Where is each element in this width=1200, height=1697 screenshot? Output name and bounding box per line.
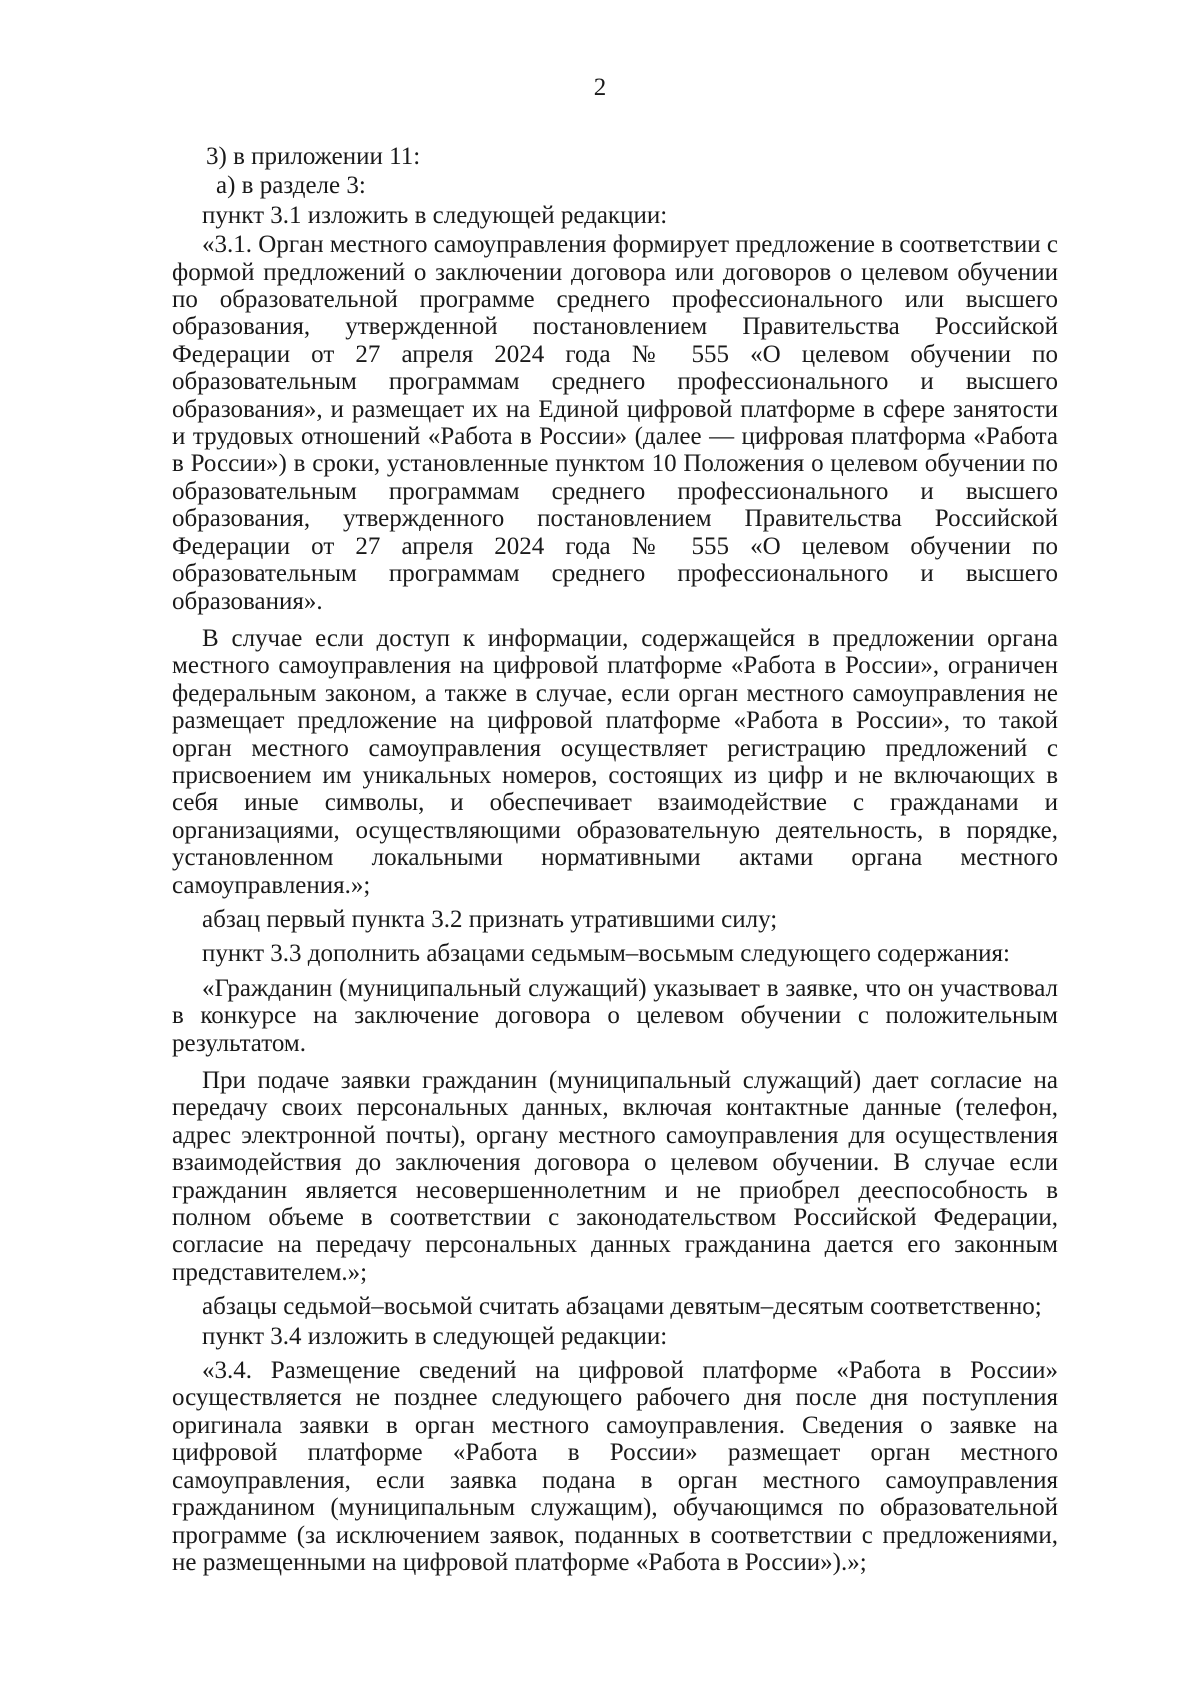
paragraph: абзац первый пункта 3.2 признать утратившими силу; bbox=[202, 905, 778, 933]
paragraph: В случае если доступ к информации, содержащейся в предложении органа местного самоуправления на цифровой платформе «Работа в России», ограничен федеральным законом, а также в случае, если орган местного самоуправления не размещает предложение на цифровой платформе «Работа в России», то такой орган местного самоуправления осуществляет регистрацию предложений с присвоением им уникальных номеров, состоящих из цифр и не включающих в себя иные символы, и обеспечивает взаимодействие с гражданами и организациями, осуществляющими образовательную деятельность, в порядке, установленном локальными нормативными актами органа местного самоуправления.»; bbox=[172, 624, 1058, 899]
paragraph: абзацы седьмой–восьмой считать абзацами девятым–десятым соответственно; bbox=[202, 1293, 1042, 1321]
paragraph: При подаче заявки гражданин (муниципальный служащий) дает согласие на передачу своих персональных данных, включая контактные данные (телефон, адрес электронной почты), органу местного самоуправления для осуществления взаимодействия до заключения договора о целевом обучении. В случае если гражданин является несовершеннолетним и не приобрел дееспособность в полном объеме в соответствии с законодательством Российской Федерации, согласие на передачу персональных данных гражданина дается его законным представителем.»; bbox=[172, 1067, 1058, 1286]
paragraph: пункт 3.1 изложить в следующей редакции: bbox=[202, 201, 668, 229]
list-item-heading: 3) в приложении 11: bbox=[206, 143, 421, 170]
document-body bbox=[172, 143, 1058, 1576]
quoted-paragraph: «3.4. Размещение сведений на цифровой платформе «Работа в России» осуществляется не позднее следующего рабочего дня после дня поступления оригинала заявки в орган местного самоуправления. Сведения о заявке на цифровой платформе «Работа в России» размещает орган местного самоуправления, если заявка подана в орган местного самоуправления гражданином (муниципальным служащим), обучающимся по образовательной программе (за исключением заявок, поданных в соответствии с предложениями, не размещенными на цифровой платформе «Работа в России»).»; bbox=[172, 1357, 1058, 1576]
page-number: 2 bbox=[593, 74, 607, 101]
quoted-paragraph: «3.1. Орган местного самоуправления формирует предложение в соответствии с формой предложений о заключении договора или договоров о целевом обучении по образовательной программе среднего профессионального или высшего образования, утвержденной постановлением Правительства Российской Федерации от 27 апреля 2024 года № 555 «О целевом обучении по образовательным программам среднего профессионального и высшего образования», и размещает их на Единой цифровой платформе в сфере занятости и трудовых отношений «Работа в России» (далее — цифровая платформа «Работа в России») в сроки, установленные пунктом 10 Положения о целевом обучении по образовательным программам среднего профессионального и высшего образования, утвержденного постановлением Правительства Российской Федерации от 27 апреля 2024 года № 555 «О целевом обучении по образовательным программам среднего профессионального и высшего образования». bbox=[172, 231, 1058, 615]
paragraph: пункт 3.4 изложить в следующей редакции: bbox=[202, 1322, 668, 1350]
paragraph: пункт 3.3 дополнить абзацами седьмым–восьмым следующего содержания: bbox=[202, 940, 1010, 968]
sub-item-heading: а) в разделе 3: bbox=[216, 172, 366, 200]
quoted-paragraph: «Гражданин (муниципальный служащий) указывает в заявке, что он участвовал в конкурсе на заключение договора о целевом обучении с положительным результатом. bbox=[172, 974, 1058, 1057]
